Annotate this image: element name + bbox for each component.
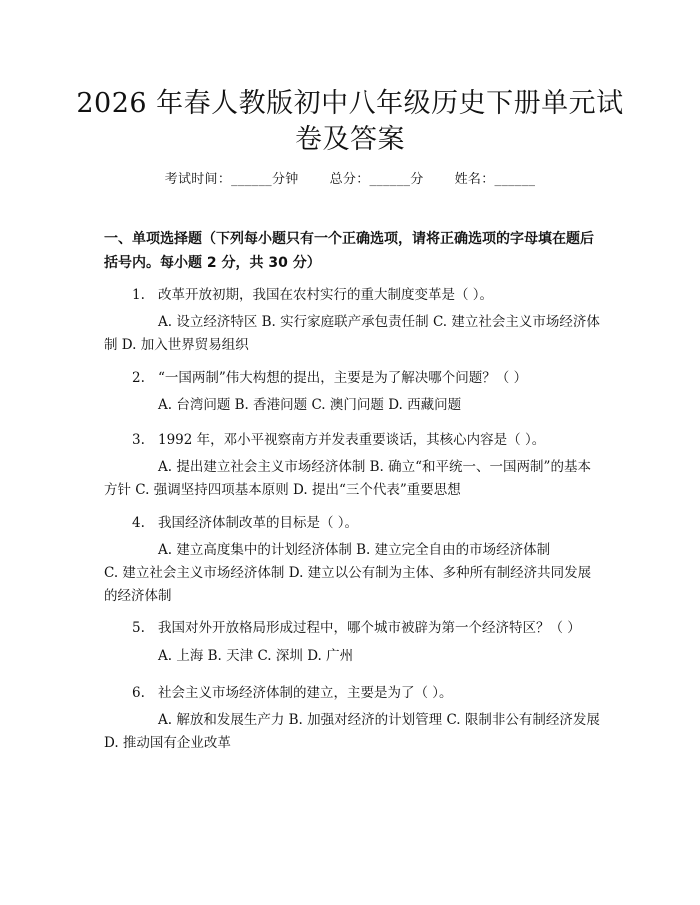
question-stem xyxy=(132,283,612,303)
question-number: 3. xyxy=(132,432,145,448)
option-c: C. 建立社会主义市场经济体制 xyxy=(104,565,285,581)
option-a: A. 提出建立社会主义市场经济体制 xyxy=(158,459,366,475)
question-options xyxy=(104,539,604,608)
option-c: C. 建立社会主义市场经济体制 xyxy=(104,314,600,353)
option-a: A. 台湾问题 xyxy=(158,397,231,413)
question-number: 4. xyxy=(132,515,145,531)
option-d: D. 广州 xyxy=(307,648,354,664)
option-b: B. 确立“和平统一、一国两制”的基本方针 xyxy=(104,459,591,498)
option-d: D. 加入世界贸易组织 xyxy=(121,337,249,353)
question-text: 社会主义市场经济体制的建立，主要是为了（ ）。 xyxy=(158,685,453,701)
question-stem xyxy=(132,428,612,448)
question-options xyxy=(104,456,604,502)
question-number: 1. xyxy=(132,287,145,303)
option-d: D. 提出“三个代表”重要思想 xyxy=(293,482,461,498)
option-a: A. 设立经济特区 xyxy=(158,314,258,330)
question-text: 我国对外开放格局形成过程中，哪个城市被辟为第一个经济特区？（ ） xyxy=(158,620,581,636)
question-number: 5. xyxy=(132,620,145,636)
exam-time-label: 考试时间：______分钟 xyxy=(164,172,299,187)
total-score-label: 总分：______分 xyxy=(329,172,424,187)
option-a: A. 建立高度集中的计划经济体制 xyxy=(158,542,352,558)
question-stem xyxy=(132,366,612,386)
option-d: D. 推动国有企业改革 xyxy=(104,735,231,751)
option-a: A. 解放和发展生产力 xyxy=(158,712,285,728)
student-name-label: 姓名：______ xyxy=(454,172,536,187)
exam-info-line xyxy=(0,168,700,187)
question-stem xyxy=(132,511,612,531)
exam-title-line-2: 卷及答案 xyxy=(295,124,405,155)
option-a: A. 上海 xyxy=(158,648,204,664)
option-b: B. 实行家庭联产承包责任制 xyxy=(261,314,429,330)
exam-title-line-1: 2026 年春人教版初中八年级历史下册单元试 xyxy=(76,88,624,119)
question-stem xyxy=(132,681,612,701)
question-options xyxy=(104,394,604,417)
option-c: C. 强调坚持四项基本原则 xyxy=(135,482,289,498)
option-c: C. 澳门问题 xyxy=(311,397,384,413)
question-number: 2. xyxy=(132,370,145,386)
option-d: D. 建立以公有制为主体、多种所有制经济共同发展的经济体制 xyxy=(104,565,592,604)
question-options xyxy=(104,709,604,755)
option-d: D. 西藏问题 xyxy=(388,397,462,413)
option-b: B. 天津 xyxy=(207,648,254,664)
question-number: 6. xyxy=(132,685,145,701)
question-text: 我国经济体制改革的目标是（ ）。 xyxy=(158,515,359,531)
question-text: 1992 年，邓小平视察南方并发表重要谈话，其核心内容是（ ）。 xyxy=(158,432,546,448)
question-options xyxy=(104,311,604,357)
question-text: 改革开放初期，我国在农村实行的重大制度变革是（ ）。 xyxy=(158,287,494,303)
question-options xyxy=(104,645,604,668)
option-c: C. 限制非公有制经济发展 xyxy=(446,712,600,728)
option-b: B. 加强对经济的计划管理 xyxy=(288,712,443,728)
question-text: “一国两制”伟大构想的提出，主要是为了解决哪个问题？（ ） xyxy=(158,370,528,386)
option-b: B. 香港问题 xyxy=(234,397,308,413)
question-stem xyxy=(132,616,612,636)
section-heading-multiple-choice: 一、单项选择题（下列每小题只有一个正确选项，请将正确选项的字母填在题后括号内。每小题 2 分，共 30 分） xyxy=(104,231,594,271)
option-b: B. 建立完全自由的市场经济体制 xyxy=(356,542,551,558)
option-c: C. 深圳 xyxy=(257,648,303,664)
